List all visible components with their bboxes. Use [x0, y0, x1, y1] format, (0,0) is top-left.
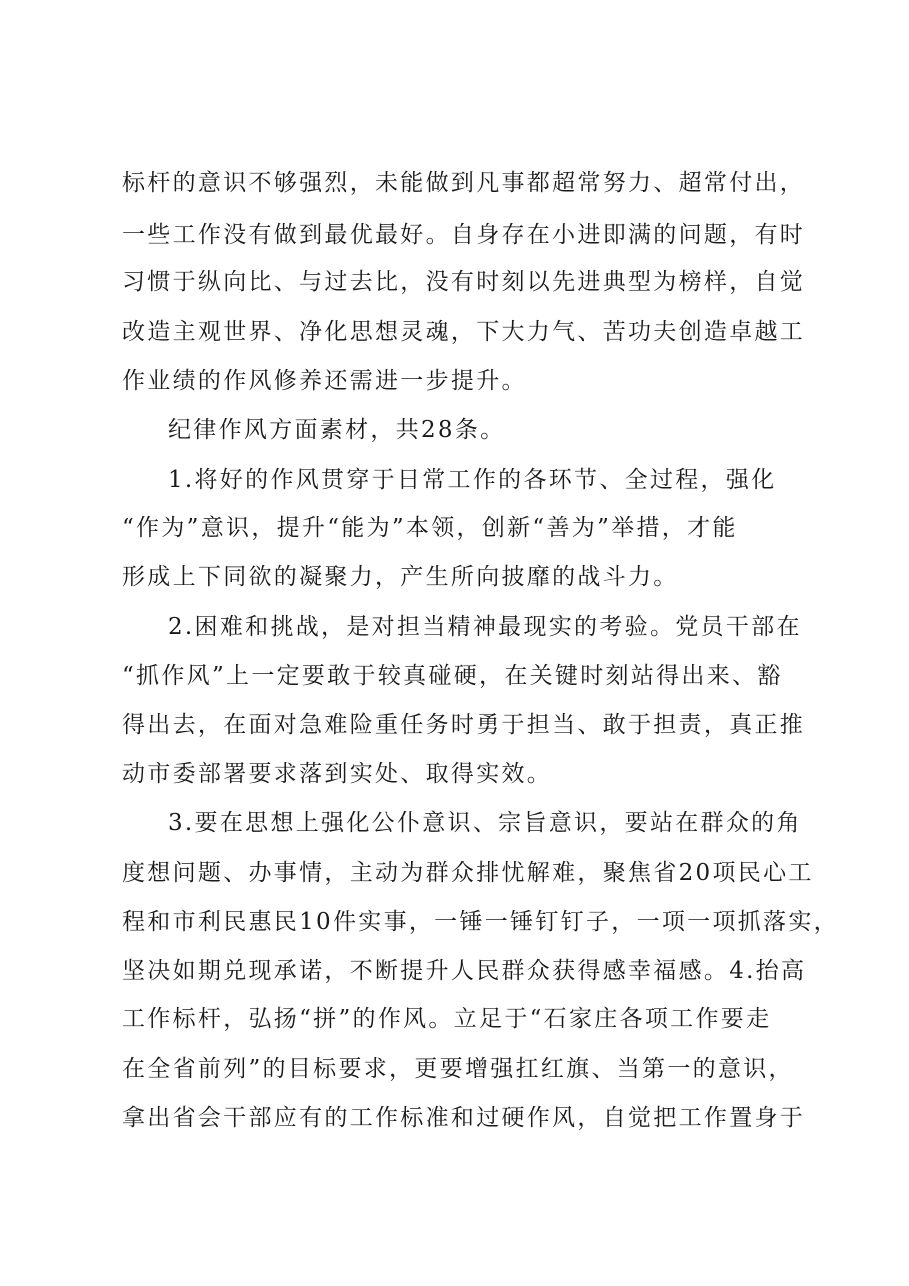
list-item-1-line: 1.将好的作风贯穿于日常工作的各环节、全过程，强化: [168, 467, 777, 493]
paragraph-line: 改造主观世界、净化思想灵魂，下大力气、苦功夫创造卓越工: [122, 319, 806, 345]
paragraph-line: 标杆的意识不够强烈，未能做到凡事都超常努力、超常付出，: [122, 170, 806, 196]
list-item-3-line: 坚决如期兑现承诺，不断提升人民群众获得感幸福感。4.抬高: [122, 958, 807, 984]
list-item-1-line: “作为”意识，提升“能为”本领，创新“善为”举措，才能: [122, 515, 738, 541]
list-item-4-line: 在全省前列”的目标要求，更要增强扛红旗、当第一的意识，: [122, 1056, 794, 1082]
paragraph-line: 一些工作没有做到最优最好。自身存在小进即满的问题，有时: [122, 222, 806, 248]
paragraph-line: 作业绩的作风修养还需进一步提升。: [122, 368, 527, 394]
list-item-2-line: 得出去，在面对急难险重任务时勇于担当、敢于担责，真正推: [122, 712, 806, 738]
list-item-2-line: 动市委部署要求落到实处、取得实效。: [122, 761, 553, 787]
list-item-4-line: 工作标杆，弘扬“拼”的作风。立足于“石家庄各项工作要走: [122, 1006, 772, 1032]
list-item-2-line: 2.困难和挑战，是对担当精神最现实的考验。党员干部在: [168, 614, 802, 640]
list-item-2-line: “抓作风”上一定要敢于较真碰硬，在关键时刻站得出来、豁: [122, 663, 783, 689]
section-heading: 纪律作风方面素材，共28条。: [168, 417, 506, 443]
paragraph-line: 习惯于纵向比、与过去比，没有时刻以先进典型为榜样，自觉: [122, 269, 806, 295]
list-item-4-line: 拿出省会干部应有的工作标准和过硬作风，自觉把工作置身于: [122, 1105, 806, 1131]
list-item-3-line: 程和市利民惠民10件实事，一锤一锤钉钉子，一项一项抓落实，: [122, 909, 839, 935]
list-item-3-line: 3.要在思想上强化公仆意识、宗旨意识，要站在群众的角: [168, 810, 802, 836]
list-item-1-line: 形成上下同欲的凝聚力，产生所向披靡的战斗力。: [122, 564, 679, 590]
list-item-3-line: 度想问题、办事情，主动为群众排忧解难，聚焦省20项民心工: [122, 860, 814, 886]
